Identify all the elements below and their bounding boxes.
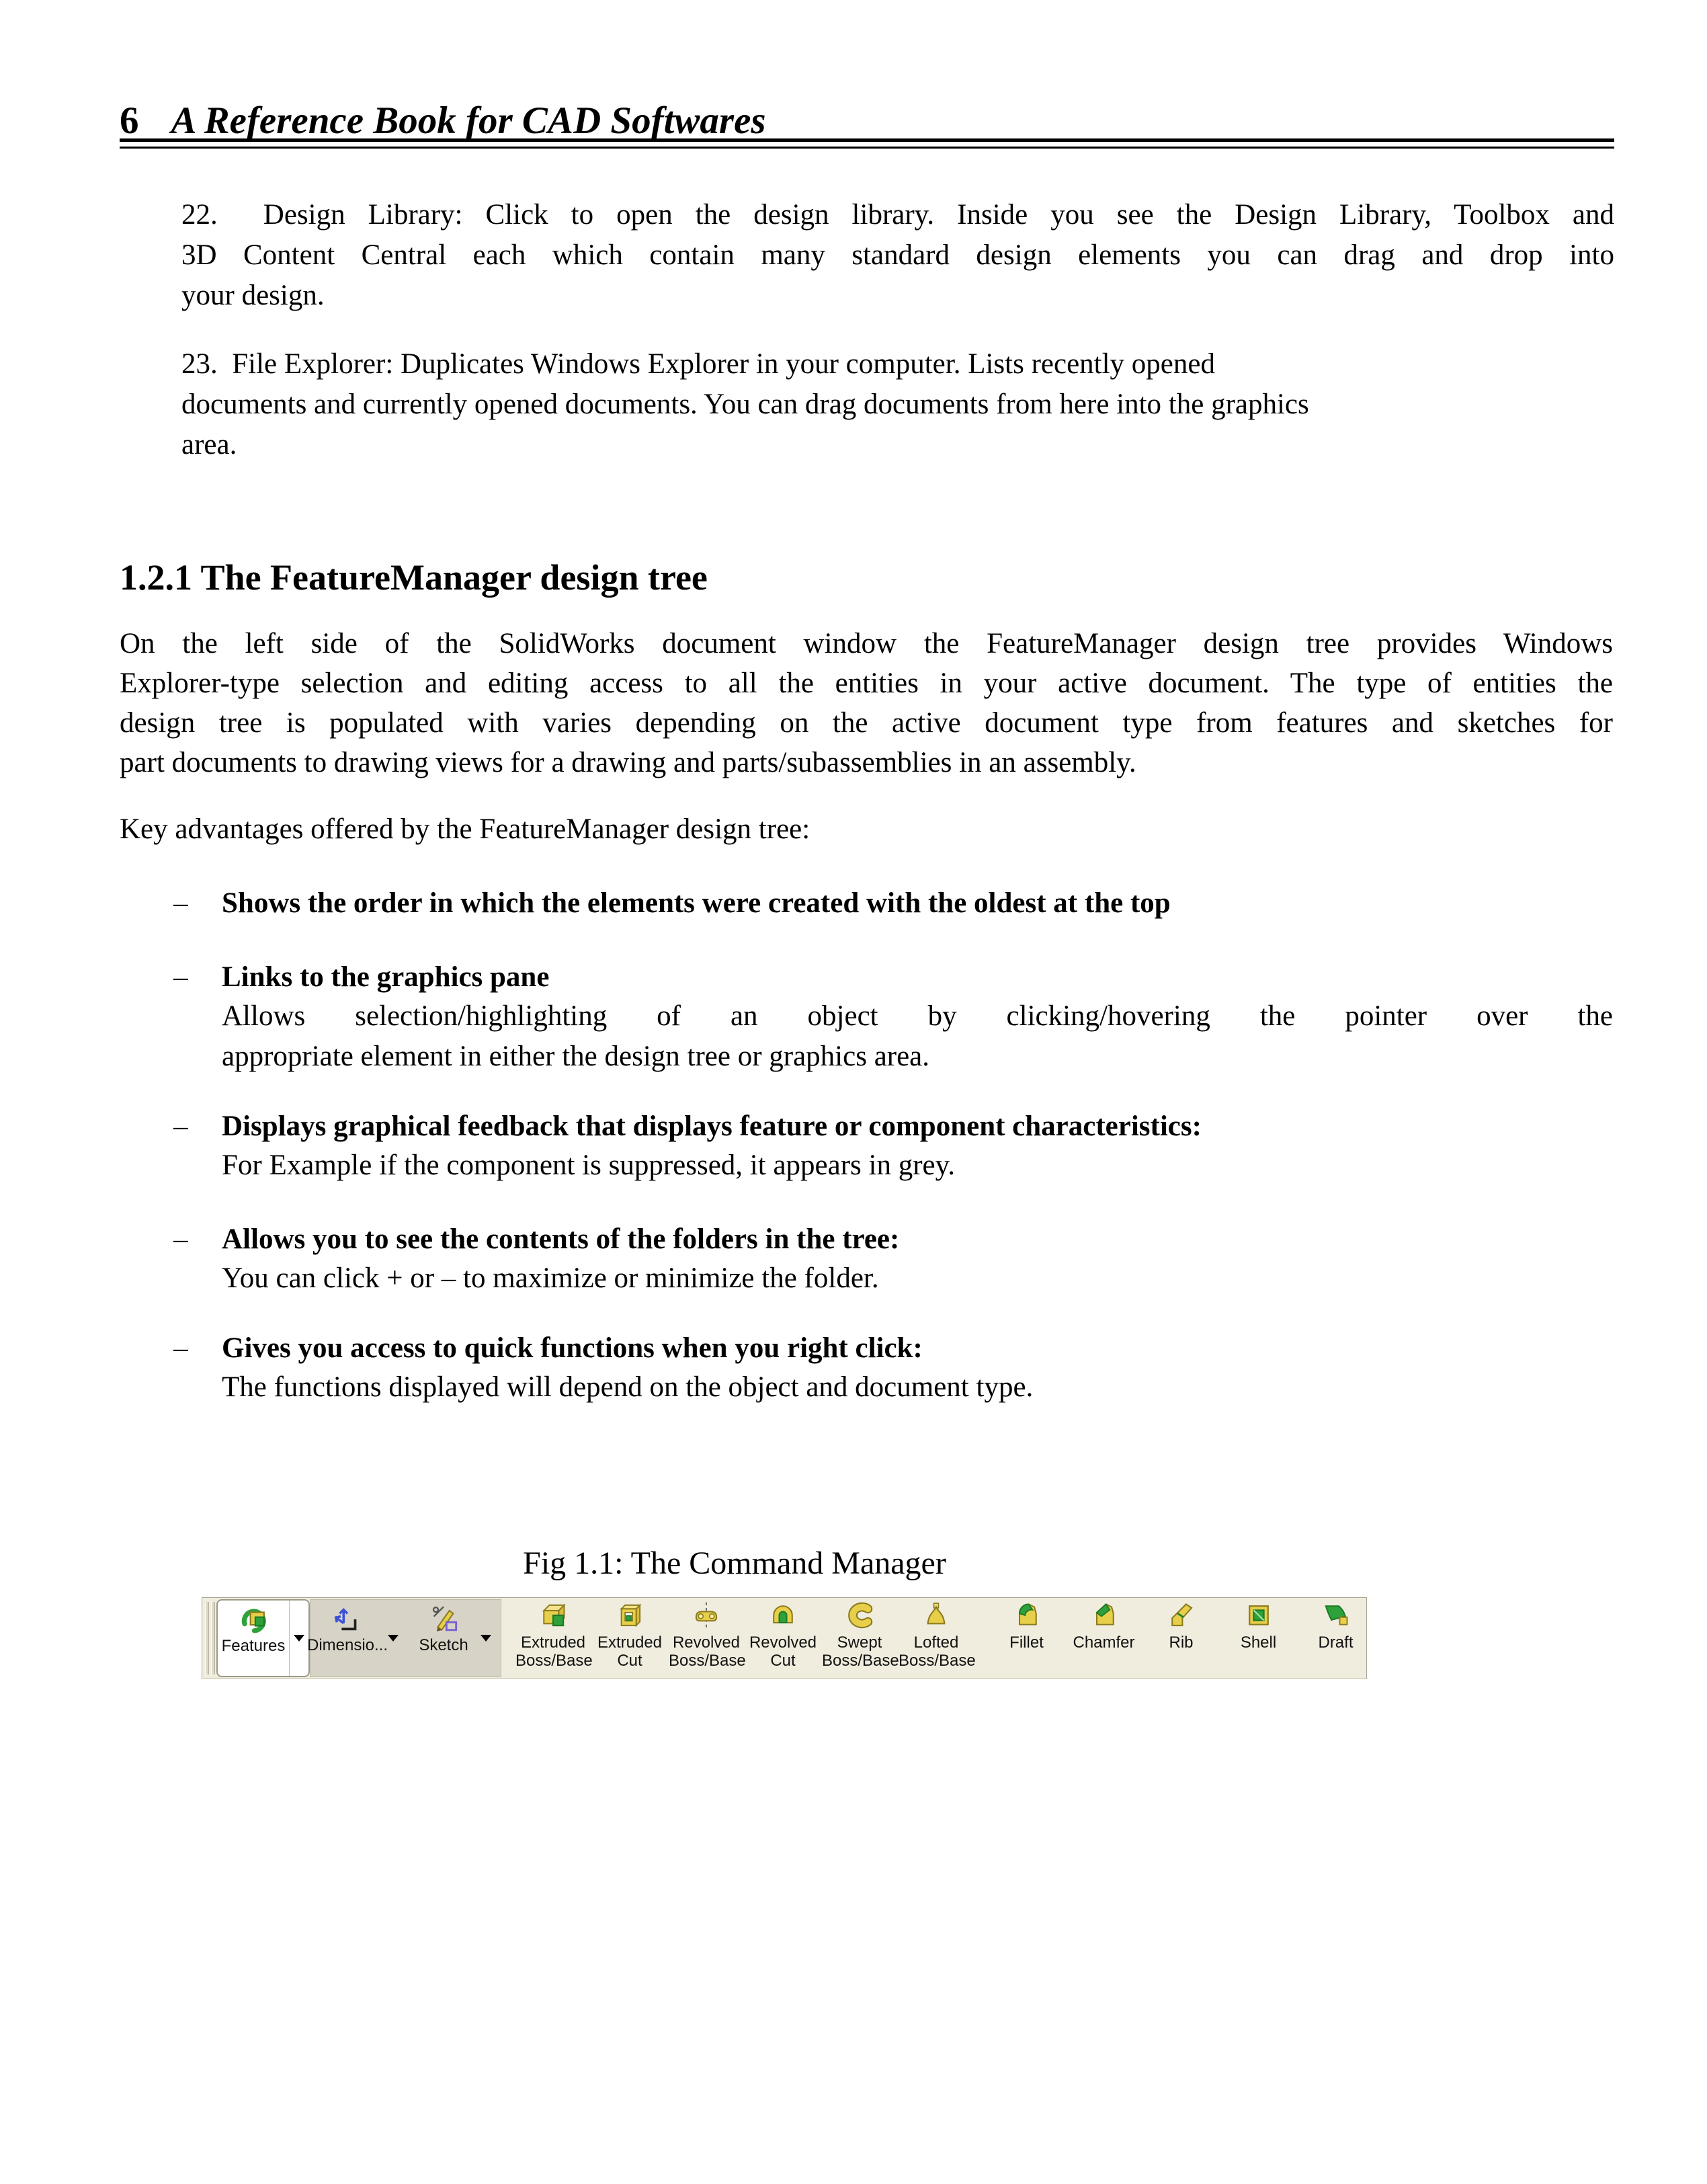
intro-line: part documents to drawing views for a drawing and parts/subassemblies in an assembly.	[120, 747, 1136, 778]
swept-boss-base-button[interactable]	[821, 1598, 898, 1679]
bullet-body	[222, 1145, 1613, 1186]
button-label: Extruded Cut	[597, 1633, 663, 1670]
bullet-head: Displays graphical feedback that displays feature or component characteristics:	[222, 1110, 1202, 1142]
key-advantages-line: Key advantages offered by the FeatureManager design tree:	[120, 813, 810, 845]
paragraph-23-line: area.	[181, 429, 237, 460]
button-label: Revolved Cut	[749, 1633, 817, 1670]
modeling-buttons-group	[505, 1598, 974, 1679]
revolved-boss-base-button[interactable]	[668, 1598, 745, 1679]
bullet-item	[173, 1221, 1613, 1299]
features-icon	[237, 1605, 269, 1635]
bullet-body-line: appropriate element in either the design tree or graphics area.	[222, 1041, 930, 1072]
sketch-icon	[427, 1604, 460, 1635]
tab-sketch[interactable]	[410, 1600, 501, 1676]
button-label: Shell	[1240, 1633, 1277, 1652]
revolved-cut-button[interactable]	[745, 1598, 821, 1679]
draft-button[interactable]	[1297, 1598, 1374, 1679]
lofted-boss-icon	[921, 1601, 951, 1633]
bullet-dash: –	[173, 887, 188, 919]
bullet-dash: –	[173, 1223, 188, 1255]
button-label: Fillet	[1009, 1633, 1044, 1652]
intro-line: design tree is populated with varies depending on the active document type from features and sketches for	[120, 707, 1613, 739]
fillet-icon	[1012, 1601, 1042, 1633]
bullet-dash: –	[173, 961, 188, 993]
book-title: A Reference Book for CAD Softwares	[171, 99, 766, 142]
bullet-head: Shows the order in which the elements were created with the oldest at the top	[222, 887, 1171, 919]
fillet-button[interactable]	[988, 1598, 1065, 1679]
button-label: Lofted Boss/Base	[899, 1633, 976, 1670]
intro-line: On the left side of the SolidWorks document window the FeatureManager design tree provides Windows	[120, 628, 1613, 659]
toolbar-grip[interactable]	[205, 1602, 215, 1674]
tab-features[interactable]	[216, 1599, 310, 1677]
bullet-body-line: For Example if the component is suppressed, it appears in grey.	[222, 1149, 956, 1181]
shell-button[interactable]	[1220, 1598, 1297, 1679]
bullet-body	[222, 1258, 1613, 1299]
shell-icon	[1244, 1601, 1274, 1633]
button-label: Chamfer	[1073, 1633, 1135, 1652]
tab-dimensions-label: Dimensio...	[306, 1636, 388, 1654]
section-heading: 1.2.1 The FeatureManager design tree	[120, 557, 708, 598]
page-number: 6	[120, 99, 139, 142]
features-dropdown-arrow[interactable]	[289, 1601, 308, 1676]
figure-caption: Fig 1.1: The Command Manager	[523, 1545, 946, 1581]
draft-icon	[1321, 1601, 1351, 1633]
bullet-body-line: The functions displayed will depend on the object and document type.	[222, 1371, 1034, 1403]
tab-features-label: Features	[221, 1637, 286, 1655]
bullet-item	[173, 1330, 1613, 1408]
extruded-cut-button[interactable]	[591, 1598, 668, 1679]
paragraph-23-line: documents and currently opened documents. You can drag documents from here into the graphics	[181, 389, 1309, 420]
tab-dimensions[interactable]	[306, 1600, 410, 1676]
button-label: Swept Boss/Base	[822, 1633, 899, 1670]
inactive-tabs-panel	[306, 1599, 501, 1677]
header-rule	[120, 138, 1614, 149]
extruded-boss-icon	[538, 1601, 568, 1633]
bullet-dash: –	[173, 1110, 188, 1142]
rib-icon	[1167, 1601, 1196, 1633]
chamfer-button[interactable]	[1065, 1598, 1142, 1679]
bullet-head: Allows you to see the contents of the folders in the tree:	[222, 1223, 900, 1255]
paragraph-22-line: your design.	[181, 280, 325, 311]
paragraph-23	[181, 344, 1614, 465]
revolved-cut-icon	[768, 1601, 798, 1633]
paragraph-23-line: 23. File Explorer: Duplicates Windows Explorer in your computer. Lists recently opened	[181, 348, 1215, 380]
paragraph-22-line: 3D Content Central each which contain many standard design elements you can drag and drop into	[181, 239, 1614, 271]
bullet-head: Gives you access to quick functions when you right click:	[222, 1332, 923, 1364]
extruded-boss-base-button[interactable]	[515, 1598, 591, 1679]
chamfer-icon	[1089, 1601, 1119, 1633]
paragraph-22-line: 22. Design Library: Click to open the design library. Inside you see the Design Library, Toolbox and	[181, 199, 1614, 231]
button-label: Revolved Boss/Base	[669, 1633, 746, 1670]
bullet-item	[173, 959, 1613, 1077]
extruded-cut-icon	[615, 1601, 644, 1633]
bullet-body	[222, 996, 1613, 1077]
bullet-dash: –	[173, 1332, 188, 1364]
tab-sketch-label: Sketch	[419, 1636, 468, 1654]
intro-line: Explorer-type selection and editing access to all the entities in your active document. The type of entities the	[120, 668, 1613, 699]
intro-paragraph	[120, 624, 1613, 782]
button-label: Draft	[1318, 1633, 1354, 1652]
bullet-head: Links to the graphics pane	[222, 961, 550, 993]
finishing-buttons-group	[979, 1598, 1374, 1679]
bullet-item	[173, 885, 1613, 922]
rib-button[interactable]	[1142, 1598, 1220, 1679]
bullet-body-line: Allows selection/highlighting of an object by clicking/hovering the pointer over the	[222, 1000, 1613, 1032]
swept-boss-icon	[845, 1601, 874, 1633]
dimension-icon	[331, 1604, 364, 1635]
button-label: Rib	[1169, 1633, 1194, 1652]
lofted-boss-base-button[interactable]	[898, 1598, 974, 1679]
sketch-dropdown-arrow[interactable]	[477, 1600, 495, 1676]
paragraph-22	[181, 195, 1614, 316]
running-header	[120, 97, 1614, 145]
command-manager-toolbar	[202, 1597, 1367, 1679]
bullet-item	[173, 1108, 1613, 1186]
bullet-body-line: You can click + or – to maximize or minimize the folder.	[222, 1262, 879, 1294]
bullet-body	[222, 1367, 1613, 1408]
dimensions-dropdown-arrow[interactable]	[384, 1600, 402, 1676]
revolved-boss-icon	[692, 1601, 721, 1633]
button-label: Extruded Boss/Base	[515, 1633, 593, 1670]
